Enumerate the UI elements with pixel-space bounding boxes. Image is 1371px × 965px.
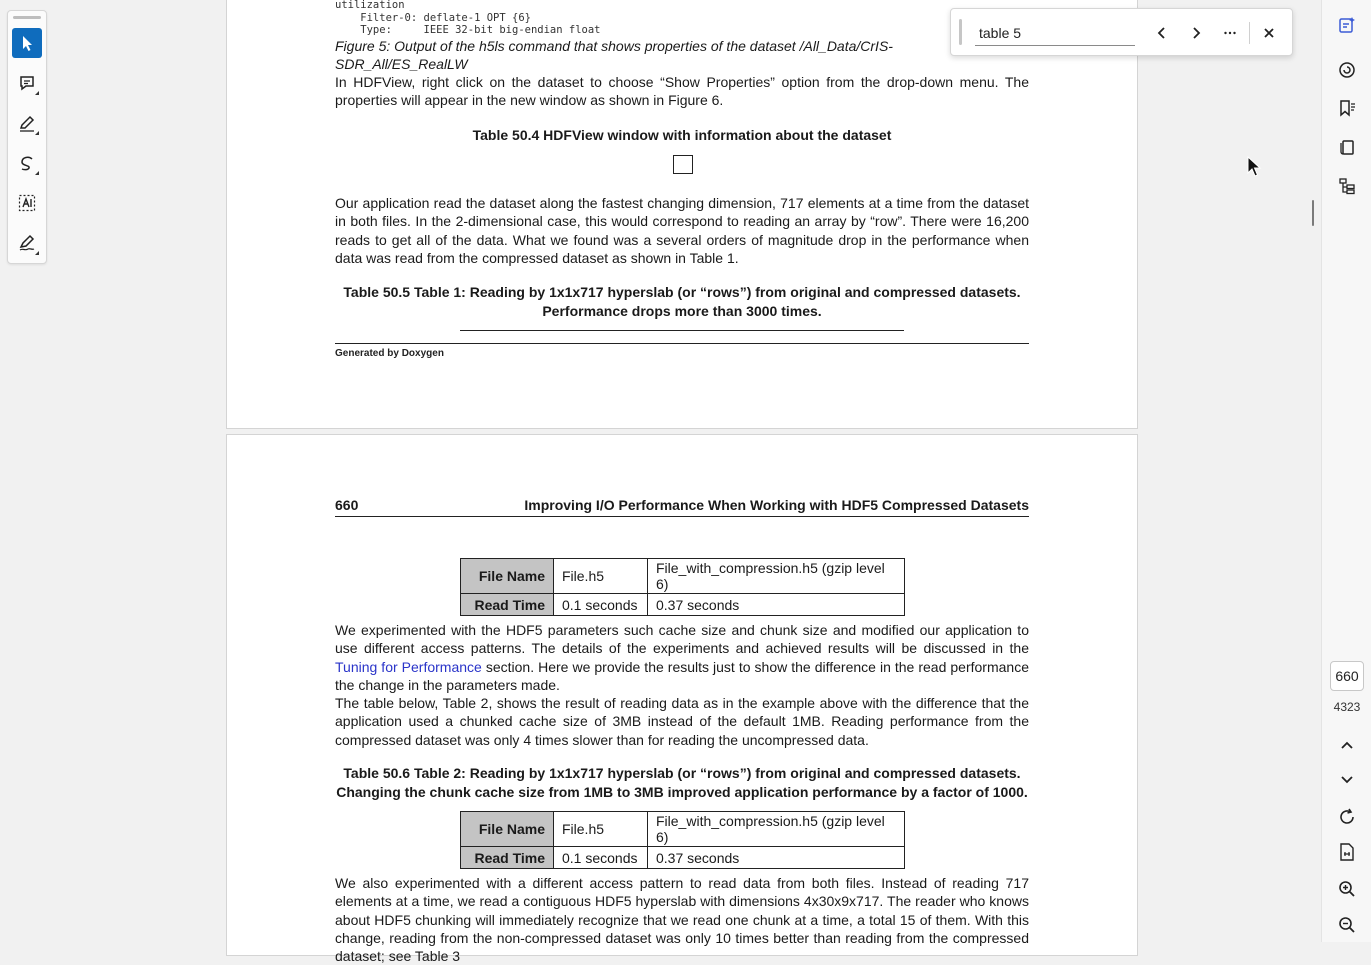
page-view-button[interactable] [1335, 840, 1359, 864]
table-cell: 0.1 seconds [554, 847, 648, 869]
table-50-5-caption [335, 283, 1029, 320]
footer-rule [335, 343, 1029, 344]
table-row [461, 847, 905, 869]
pdf-page-659 [226, 0, 1138, 429]
running-title: Improving I/O Performance When Working with HDF5 Compressed Datasets [524, 497, 1029, 513]
bookmarks-button[interactable] [1335, 96, 1359, 120]
table-header-cell: Read Time [461, 594, 554, 616]
table-row [461, 594, 905, 616]
find-input[interactable] [975, 21, 1135, 46]
draw-tool-button[interactable] [12, 108, 42, 138]
table-1 [460, 558, 905, 616]
hdfview-paragraph: In HDFView, right click on the dataset to choose “Show Properties” option from the drop-down menu. The properties will appear in the new window as shown in Figure 6. [335, 74, 1029, 109]
pdf-page-660 [226, 434, 1138, 965]
chevron-right-icon [1189, 26, 1203, 40]
missing-image-placeholder [673, 155, 693, 174]
zoom-in-button[interactable] [1335, 877, 1359, 901]
caption-line: Table 50.5 Table 1: Reading by 1x1x717 hyperslab (or “rows”) from original and compressed datasets. [343, 284, 1021, 300]
table-rule [460, 330, 904, 331]
more-dots-icon [1223, 26, 1237, 40]
add-comment-button[interactable] [12, 68, 42, 98]
total-pages-label: 4323 [1333, 700, 1361, 714]
table-row [461, 812, 905, 847]
rotate-button[interactable] [1335, 805, 1359, 829]
table-50-6-caption [335, 764, 1029, 801]
comments-panel-button[interactable] [1335, 58, 1359, 82]
table-cell: File_with_compression.h5 (gzip level 6) [648, 812, 905, 847]
page-number-header: 660 [335, 497, 359, 513]
outline-tree-icon [1337, 176, 1357, 196]
zoom-out-icon [1337, 915, 1357, 935]
table-cell: 0.37 seconds [648, 847, 905, 869]
code-line: utilization [335, 0, 405, 11]
caption-line: Changing the chunk cache size from 1MB to 3MB improved application performance by a factor of 1000. [336, 783, 1028, 800]
cursor-arrow-icon [17, 33, 37, 53]
next-page-button[interactable] [1335, 767, 1359, 791]
comments-icon [1337, 60, 1357, 80]
next-match-button[interactable] [1184, 21, 1208, 45]
find-bar-separator [1249, 22, 1250, 44]
table-row [461, 559, 905, 594]
pen-icon [17, 113, 37, 133]
page-fit-icon [1337, 842, 1357, 862]
table-cell: File.h5 [554, 559, 648, 594]
sign-tool-button[interactable] [12, 228, 42, 258]
table-50-4-caption: Table 50.4 HDFView window with information about the dataset [472, 127, 892, 143]
find-bar-grip [959, 19, 962, 45]
text-box-icon [17, 193, 37, 213]
table-cell: File.h5 [554, 812, 648, 847]
chevron-left-icon [1155, 26, 1169, 40]
table-cell: File_with_compression.h5 (gzip level 6) [648, 559, 905, 594]
close-find-button[interactable] [1257, 21, 1281, 45]
toolbar-grip[interactable] [13, 16, 41, 19]
annotation-toolbar [7, 10, 47, 264]
close-icon [1262, 26, 1276, 40]
erase-tool-button[interactable] [12, 148, 42, 178]
vertical-scrollbar-thumb[interactable] [1312, 200, 1314, 226]
bookmark-icon [1337, 98, 1357, 118]
freehand-icon [17, 153, 37, 173]
doxygen-footer: Generated by Doxygen [335, 348, 444, 359]
current-page-input[interactable]: 660 [1330, 661, 1364, 691]
zoom-in-icon [1337, 879, 1357, 899]
code-line: Filter-0: deflate-1 OPT {6} [335, 11, 531, 24]
figure-5-caption: Figure 5: Output of the h5ls command that shows properties of the dataset /All_Data/CrIS-SDR_All/ES_RealLW [335, 38, 893, 73]
chevron-down-icon [1337, 769, 1357, 789]
paragraph-text: section. Here we provide the results just to show the difference in the read performance the change in the parameters made. [335, 658, 1029, 693]
find-bar [950, 8, 1293, 56]
mouse-pointer-icon [1247, 156, 1263, 178]
text-select-tool-button[interactable] [12, 188, 42, 218]
zoom-out-button[interactable] [1335, 913, 1359, 937]
access-pattern-paragraph: We also experimented with a different access pattern to read data from both files. Instead of reading 717 elements at a time, we read a contiguous HDF5 hyperslab with dimensions 4x30x9x717. The reader who knows about HDF5 chunking will immediately recognize that we read one chunk at a time, a total 15 of them. With this change, reading from the non-compressed dataset was only 10 times better than reading from the compressed dataset; see Table 3 [335, 875, 1029, 965]
right-side-rail [1321, 0, 1371, 942]
chevron-up-icon [1337, 736, 1357, 756]
previous-match-button[interactable] [1150, 21, 1174, 45]
header-rule [335, 516, 1029, 517]
rotate-icon [1337, 807, 1357, 827]
page-thumbnails-button[interactable] [1335, 135, 1359, 159]
signature-icon [17, 233, 37, 253]
table-2-intro-paragraph: The table below, Table 2, shows the result of reading data as in the example above with the difference that the application used a chunked cache size of 3MB instead of the default 1MB. Reading performance from the compressed dataset was only 4 times slower than for reading the uncompressed data. [335, 695, 1029, 748]
copilot-doc-icon [1337, 15, 1357, 35]
paragraph-text: We experimented with the HDF5 parameters such cache size and chunk size and modified our application to use different access patterns. The details of the experiments and achieved results will be discussed in the [335, 622, 1029, 657]
pages-icon [1337, 137, 1357, 157]
more-options-button[interactable] [1218, 21, 1242, 45]
tuning-for-performance-link[interactable]: Tuning for Performance [335, 658, 482, 675]
table-header-cell: Read Time [461, 847, 554, 869]
caption-line: Table 50.6 Table 2: Reading by 1x1x717 hyperslab (or “rows”) from original and compressed datasets. [343, 765, 1021, 781]
h5ls-output [335, 0, 601, 37]
select-tool-button[interactable] [12, 28, 42, 58]
previous-page-button[interactable] [1335, 734, 1359, 758]
copilot-button[interactable] [1335, 13, 1359, 37]
table-cell: 0.37 seconds [648, 594, 905, 616]
experimented-paragraph [335, 621, 1029, 694]
table-header-cell: File Name [461, 559, 554, 594]
code-line: Type: IEEE 32-bit big-endian float [335, 24, 601, 36]
application-paragraph: Our application read the dataset along the fastest changing dimension, 717 elements at a time from the dataset in both files. In the 2-dimensional case, this would correspond to reading an array by “row”. There were 16,200 reads to get all of the data. What we found was a several orders of magnitude drop in the performance when data was read from the compressed dataset as shown in Table 1. [335, 195, 1029, 266]
table-header-cell: File Name [461, 812, 554, 847]
comment-icon [17, 73, 37, 93]
outline-button[interactable] [1335, 174, 1359, 198]
table-cell: 0.1 seconds [554, 594, 648, 616]
table-2 [460, 811, 905, 869]
caption-line: Performance drops more than 3000 times. [542, 302, 822, 319]
